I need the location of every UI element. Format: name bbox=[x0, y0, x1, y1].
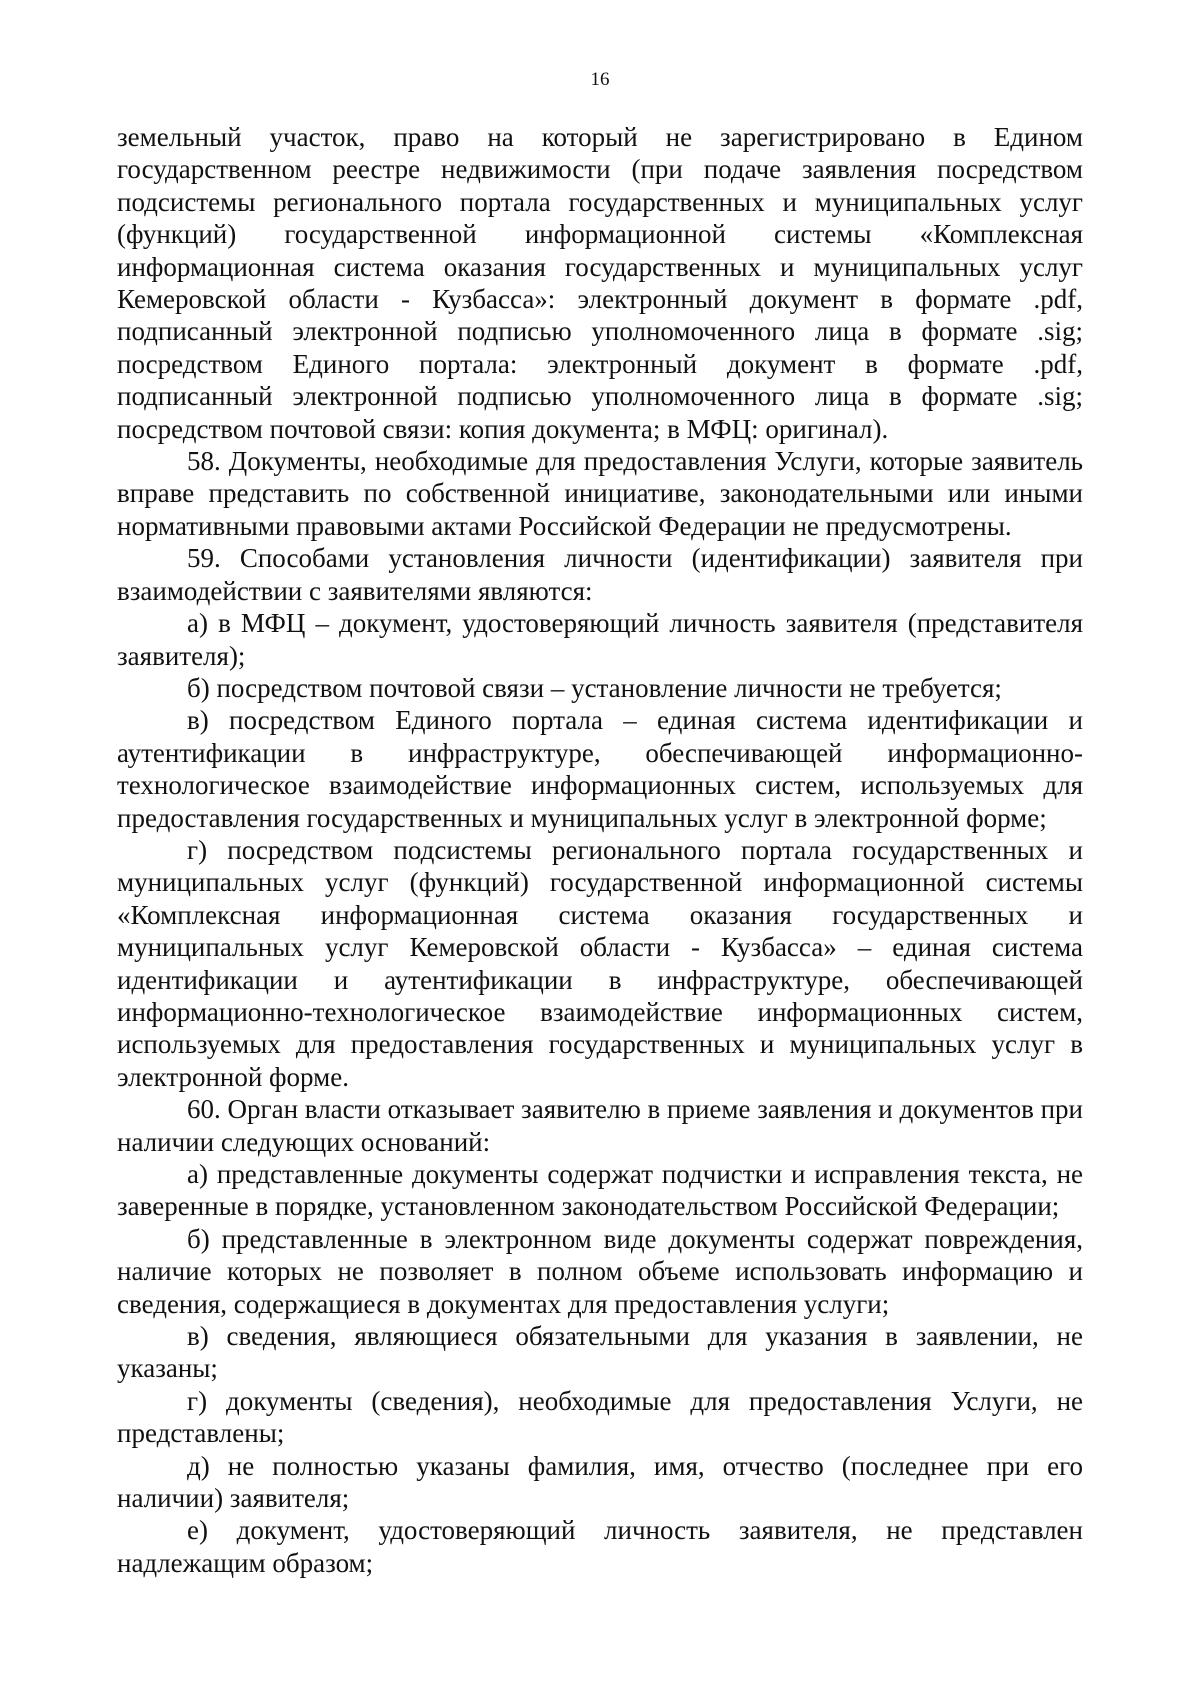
paragraph-60-item-a: а) представленные документы содержат подчистки и исправления текста, не заверенные в порядке, установленном законодательством Российской Федерации; bbox=[117, 1159, 1083, 1222]
document-body bbox=[117, 121, 1083, 1579]
page-number: 16 bbox=[590, 69, 610, 90]
paragraph-60: 60. Орган власти отказывает заявителю в приеме заявления и документов при наличии следующих оснований: bbox=[117, 1094, 1083, 1157]
paragraph-60-item-b: б) представленные в электронном виде документы содержат повреждения, наличие которых не позволяет в полном объеме использовать информацию и сведения, содержащиеся в документах для предоставления услуги; bbox=[117, 1223, 1083, 1319]
paragraph-59-item-a: а) в МФЦ – документ, удостоверяющий личность заявителя (представителя заявителя); bbox=[117, 608, 1083, 671]
paragraph-60-item-e: е) документ, удостоверяющий личность заявителя, не представлен надлежащим образом; bbox=[117, 1515, 1083, 1578]
paragraph-60-item-d: д) не полностью указаны фамилия, имя, отчество (последнее при его наличии) заявителя; bbox=[117, 1450, 1083, 1514]
paragraph-59-item-g: г) посредством подсистемы регионального портала государственных и муниципальных услуг (функций) государственной информационной системы «Комплексная информационная система оказания государственных и муниципальных услуг Кемеровской области - Кузбасса» – единая система идентификации и аутентификации в инфраструктуре, обеспечивающей информационно-технологическое взаимодействие информационных систем, используемых для предоставления государственных и муниципальных услуг в электронной форме. bbox=[117, 834, 1083, 1092]
paragraph-continuation: земельный участок, право на который не зарегистрировано в Едином государственном реестре недвижимости (при подаче заявления посредством подсистемы регионального портала государственных и муниципальных услуг (функций) государственной информационной системы «Комплексная информационная система оказания государственных и муниципальных услуг Кемеровской области - Кузбасса»: электронный документ в формате .pdf, подписанный электронной подписью уполномоченного лица в формате .sig; посредством Единого портала: электронный документ в формате .pdf, подписанный электронной подписью уполномоченного лица в формате .sig; посредством почтовой связи: копия документа; в МФЦ: оригинал). bbox=[117, 122, 1083, 444]
paragraph-60-item-v: в) сведения, являющиеся обязательными для указания в заявлении, не указаны; bbox=[117, 1321, 1083, 1384]
paragraph-59: 59. Способами установления личности (идентификации) заявителя при взаимодействии с заявителями являются: bbox=[117, 543, 1083, 606]
paragraph-59-item-v: в) посредством Единого портала – единая система идентификации и аутентификации в инфраструктуре, обеспечивающей информационно-технологическое взаимодействие информационных систем, используемых для предоставления государственных и муниципальных услуг в электронной форме; bbox=[117, 705, 1083, 833]
paragraph-58: 58. Документы, необходимые для предоставления Услуги, которые заявитель вправе представить по собственной инициативе, законодательными или иными нормативными правовыми актами Российской Федерации не предусмотрены. bbox=[117, 446, 1083, 541]
paragraph-60-item-g: г) документы (сведения), необходимые для предоставления Услуги, не представлены; bbox=[117, 1385, 1083, 1449]
paragraph-59-item-b: б) посредством почтовой связи – установление личности не требуется; bbox=[187, 672, 1002, 703]
